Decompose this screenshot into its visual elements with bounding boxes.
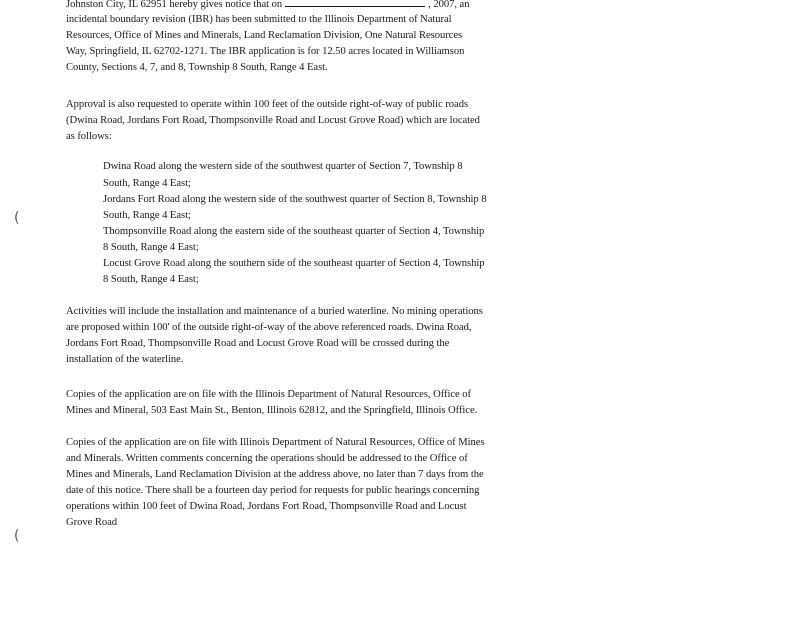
intro-line-4: Way, Springfield, IL 62702-1271. The IBR application is for 12.50 acres located in Williamson xyxy=(66,46,465,57)
road-2-line-2: South, Range 4 East; xyxy=(103,210,191,221)
activities-line-4: installation of the waterline. xyxy=(66,354,184,365)
activities-line-3: Jordans Fort Road, Thompsonville Road and Locust Grove Road will be crossed during the xyxy=(66,338,450,349)
road-4-line-2: 8 South, Range 4 East; xyxy=(103,274,199,285)
copies2-line-3: Mines and Minerals, Land Reclamation Division at the address above, no later than 7 days from the xyxy=(66,469,484,480)
road-2-line-1: Jordans Fort Road along the western side of the southwest quarter of Section 8, Township 8 xyxy=(103,194,487,205)
copies2-line-4: date of this notice. There shall be a fourteen day period for requests for public hearings concerning xyxy=(66,485,480,496)
road-3-line-2: 8 South, Range 4 East; xyxy=(103,242,199,253)
copies1-line-1: Copies of the application are on file with the Illinois Department of Natural Resources, Office of xyxy=(66,389,471,400)
road-3-line-1: Thompsonville Road along the eastern side of the southeast quarter of Section 4, Township xyxy=(103,226,485,237)
copies2-line-2: and Minerals. Written comments concerning the operations should be addressed to the Office of xyxy=(66,453,468,464)
copies2-line-6: Grove Road xyxy=(66,517,117,528)
activities-line-2: are proposed within 100' of the outside right-of-way of the above referenced roads. Dwina Road, xyxy=(66,322,472,333)
intro-line-1-pre: Johnston City, IL 62951 hereby gives notice that on xyxy=(66,0,283,10)
intro-line-1-post: , 2007, an xyxy=(428,0,470,10)
approval-line-1: Approval is also requested to operate within 100 feet of the outside right-of-way of public roads xyxy=(66,99,469,110)
copies2-line-5: operations within 100 feet of Dwina Road, Jordans Fort Road, Thompsonville Road and Locust xyxy=(66,501,467,512)
punch-hole-mark-icon: ( xyxy=(14,210,20,226)
copies1-line-2: Mines and Mineral, 503 East Main St., Benton, Illinois 62812, and the Springfield, Illinois Office. xyxy=(66,405,478,416)
intro-line-3: Resources, Office of Mines and Minerals, Land Reclamation Division, One Natural Resources xyxy=(66,30,463,41)
road-4-line-1: Locust Grove Road along the southern side of the southeast quarter of Section 4, Township xyxy=(103,258,485,269)
punch-hole-mark-icon: ( xyxy=(14,528,20,544)
copies2-line-1: Copies of the application are on file with Illinois Department of Natural Resources, Office of Mines xyxy=(66,437,485,448)
road-1-line-2: South, Range 4 East; xyxy=(103,178,191,189)
intro-line-5: County, Sections 4, 7, and 8, Township 8 South, Range 4 East. xyxy=(66,62,328,73)
approval-line-3: as follows: xyxy=(66,131,112,142)
approval-line-2: (Dwina Road, Jordans Fort Road, Thompsonville Road and Locust Grove Road) which are located xyxy=(66,115,480,126)
activities-line-1: Activities will include the installation and maintenance of a buried waterline. No mining operations xyxy=(66,306,483,317)
date-blank-field xyxy=(285,0,425,7)
road-1-line-1: Dwina Road along the western side of the southwest quarter of Section 7, Township 8 xyxy=(103,161,463,172)
intro-line-2: incidental boundary revision (IBR) has been submitted to the Illinois Department of Natural xyxy=(66,14,452,25)
intro-line-1 xyxy=(66,0,469,12)
